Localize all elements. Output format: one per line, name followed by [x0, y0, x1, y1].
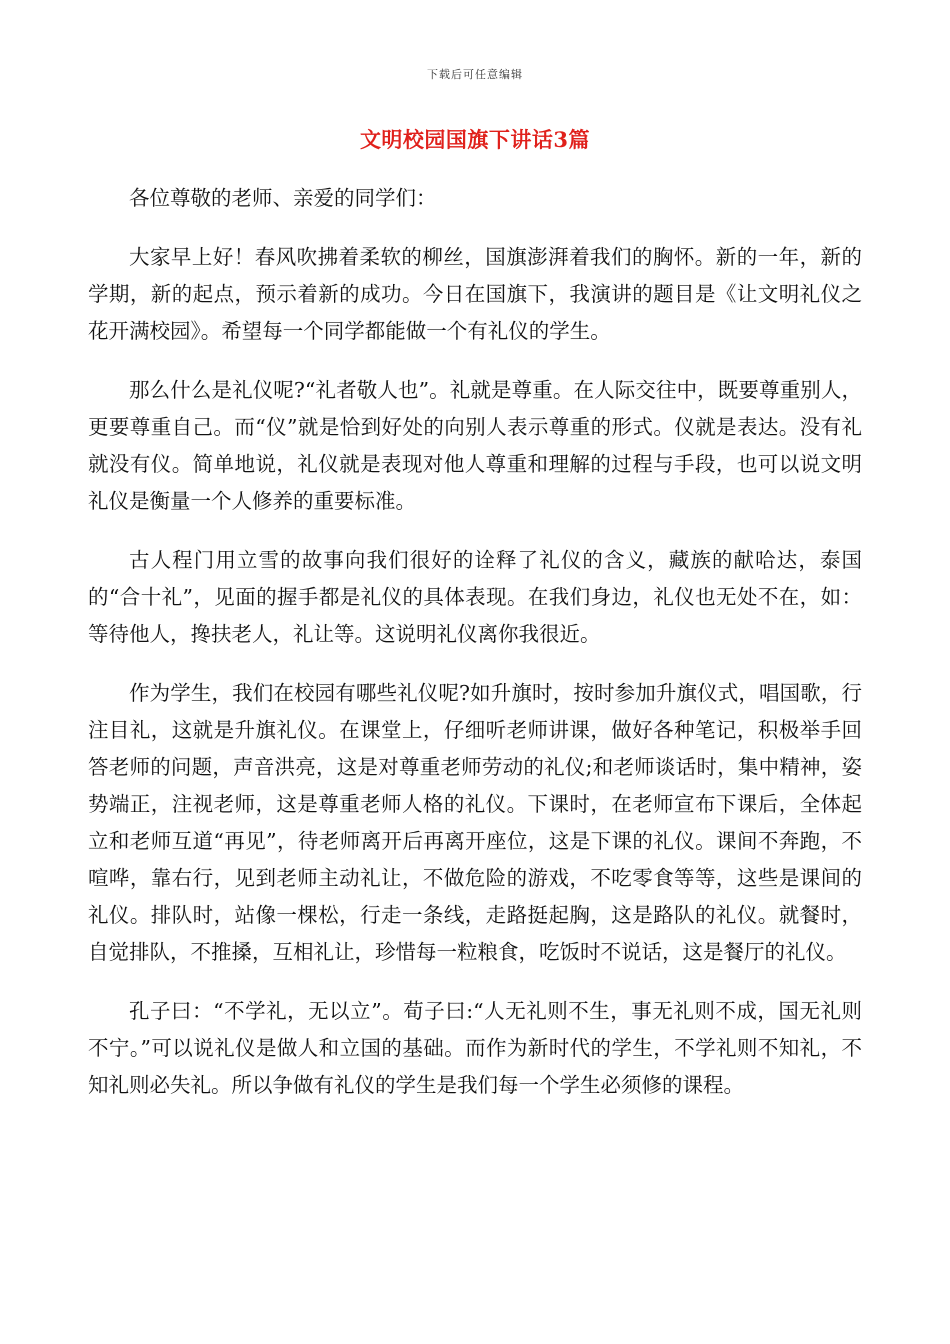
- body-paragraph-examples: 古人程门用立雪的故事向我们很好的诠释了礼仪的含义，藏族的献哈达，泰国的“合十礼”，见面的握手都是礼仪的具体表现。在我们身边，礼仪也无处不在，如：等待他人，搀扶老人，礼让等。这说明礼仪离你我很近。: [88, 548, 862, 646]
- body-paragraph-school-etiquette: 作为学生，我们在校园有哪些礼仪呢?如升旗时，按时参加升旗仪式，唱国歌，行注目礼，这就是升旗礼仪。在课堂上，仔细听老师讲课，做好各种笔记，积极举手回答老师的问题，声音洪亮，这是对尊重老师劳动的礼仪;和老师谈话时，集中精神，姿势端正，注视老师，这是尊重老师人格的礼仪。下课时，在老师宣布下课后，全体起立和老师互道“再见”，待老师离开后再离开座位，这是下课的礼仪。课间不奔跑，不喧哗，靠右行，见到老师主动礼让，不做危险的游戏，不吃零食等等，这些是课间的礼仪。排队时，站像一棵松，行走一条线，走路挺起胸，这是路队的礼仪。就餐时，自觉排队，不推搡，互相礼让，珍惜每一粒粮食，吃饭时不说话，这是餐厅的礼仪。: [88, 681, 862, 964]
- salutation-paragraph: 各位尊敬的老师、亲爱的同学们：: [129, 186, 437, 210]
- document-title: 文明校园国旗下讲话3篇: [359, 127, 591, 152]
- header-note: 下载后可任意编辑: [427, 68, 523, 81]
- body-paragraph-greeting: 大家早上好！春风吹拂着柔软的柳丝，国旗澎湃着我们的胸怀。新的一年，新的学期，新的起点，预示着新的成功。今日在国旗下，我演讲的题目是《让文明礼仪之花开满校园》。希望每一个同学都能做一个有礼仪的学生。: [88, 245, 862, 343]
- document-body: [88, 180, 862, 1104]
- body-paragraph-definition: 那么什么是礼仪呢?“礼者敬人也”。礼就是尊重。在人际交往中，既要尊重别人，更要尊重自己。而“仪”就是恰到好处的向别人表示尊重的形式。仪就是表达。没有礼就没有仪。简单地说，礼仪就是表现对他人尊重和理解的过程与手段，也可以说文明礼仪是衡量一个人修养的重要标准。: [88, 378, 862, 513]
- body-paragraph-quotes: 孔子曰：“不学礼，无以立”。荀子曰:“人无礼则不生，事无礼则不成，国无礼则不宁。”可以说礼仪是做人和立国的基础。而作为新时代的学生，不学礼则不知礼，不知礼则必失礼。所以争做有礼仪的学生是我们每一个学生必须修的课程。: [88, 999, 862, 1097]
